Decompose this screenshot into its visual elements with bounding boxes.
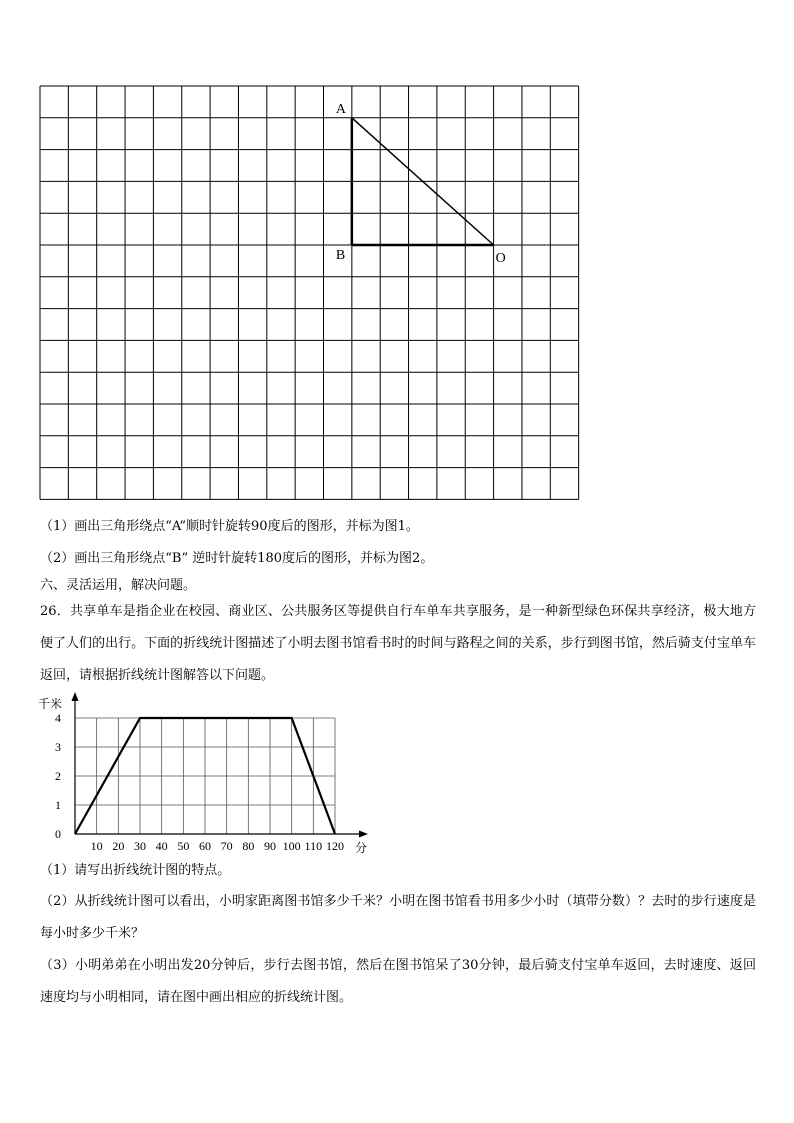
rotation-grid <box>38 84 582 502</box>
y-tick-label: 1 <box>55 798 61 812</box>
y-axis-arrow <box>72 692 79 701</box>
distance-time-chart <box>30 692 380 860</box>
x-tick-label: 120 <box>326 839 344 853</box>
y-tick-label: 4 <box>55 711 61 725</box>
x-axis-arrow <box>359 831 368 838</box>
sub-question-2: （2）从折线统计图可以看出，小明家距离图书馆多少千米？小明在图书馆看书用多少小时（填带分数）？去时的步行速度是每小时多少千米？ <box>40 894 756 941</box>
chart-axes <box>72 692 369 838</box>
x-tick-label: 90 <box>264 839 276 853</box>
point-a-label: A <box>335 101 346 117</box>
x-tick-label: 30 <box>134 839 146 853</box>
chart-grid <box>75 718 335 834</box>
sub-question-1: （1）请写出折线统计图的特点。 <box>40 863 231 878</box>
x-tick-label: 70 <box>220 839 233 853</box>
x-tick-label: 110 <box>304 839 323 853</box>
point-b-label: B <box>335 248 346 263</box>
x-tick-label: 100 <box>282 839 301 853</box>
x-tick-label: 80 <box>242 839 255 853</box>
grid-lines <box>40 86 579 499</box>
problem-26-text: 26．共享单车是指企业在校园、商业区、公共服务区等提供自行车单车共享服务，是一种新型绿色环保共享经济，极大地方便了人们的出行。下面的折线统计图描述了小明去图书馆看书时的时间与路程之间的关系，步行到图书馆，然后骑支付宝单车返回，请根据折线统计图解答以下问题。 <box>40 604 756 683</box>
x-tick-label: 50 <box>177 839 190 853</box>
x-tick-label: 10 <box>90 839 103 853</box>
y-axis-label: 千米 <box>38 697 63 711</box>
y-tick-label: 3 <box>55 740 61 754</box>
section-heading: 六、灵活运用，解决问题。 <box>40 578 197 593</box>
y-tick-label: 0 <box>55 827 61 841</box>
x-tick-label: 20 <box>112 839 125 853</box>
point-o-label: O <box>495 251 506 266</box>
question-2: （2）画出三角形绕点“B” 逆时针旋转180度后的图形，并标为图2。 <box>40 551 434 566</box>
chart-tick-labels <box>55 711 344 853</box>
x-tick-label: 40 <box>155 839 168 853</box>
sub-question-3: （3）小明弟弟在小明出发20分钟后，步行去图书馆，然后在图书馆呆了30分钟，最后骑支付宝单车返回，去时速度、返回速度均与小明相同，请在图中画出相应的折线统计图。 <box>40 958 756 1005</box>
x-axis-label: 分 <box>355 841 368 855</box>
question-1: （1）画出三角形绕点“A”顺时针旋转90度后的图形，并标为图1。 <box>40 519 419 534</box>
y-tick-label: 2 <box>55 769 61 783</box>
x-tick-label: 60 <box>199 839 211 853</box>
